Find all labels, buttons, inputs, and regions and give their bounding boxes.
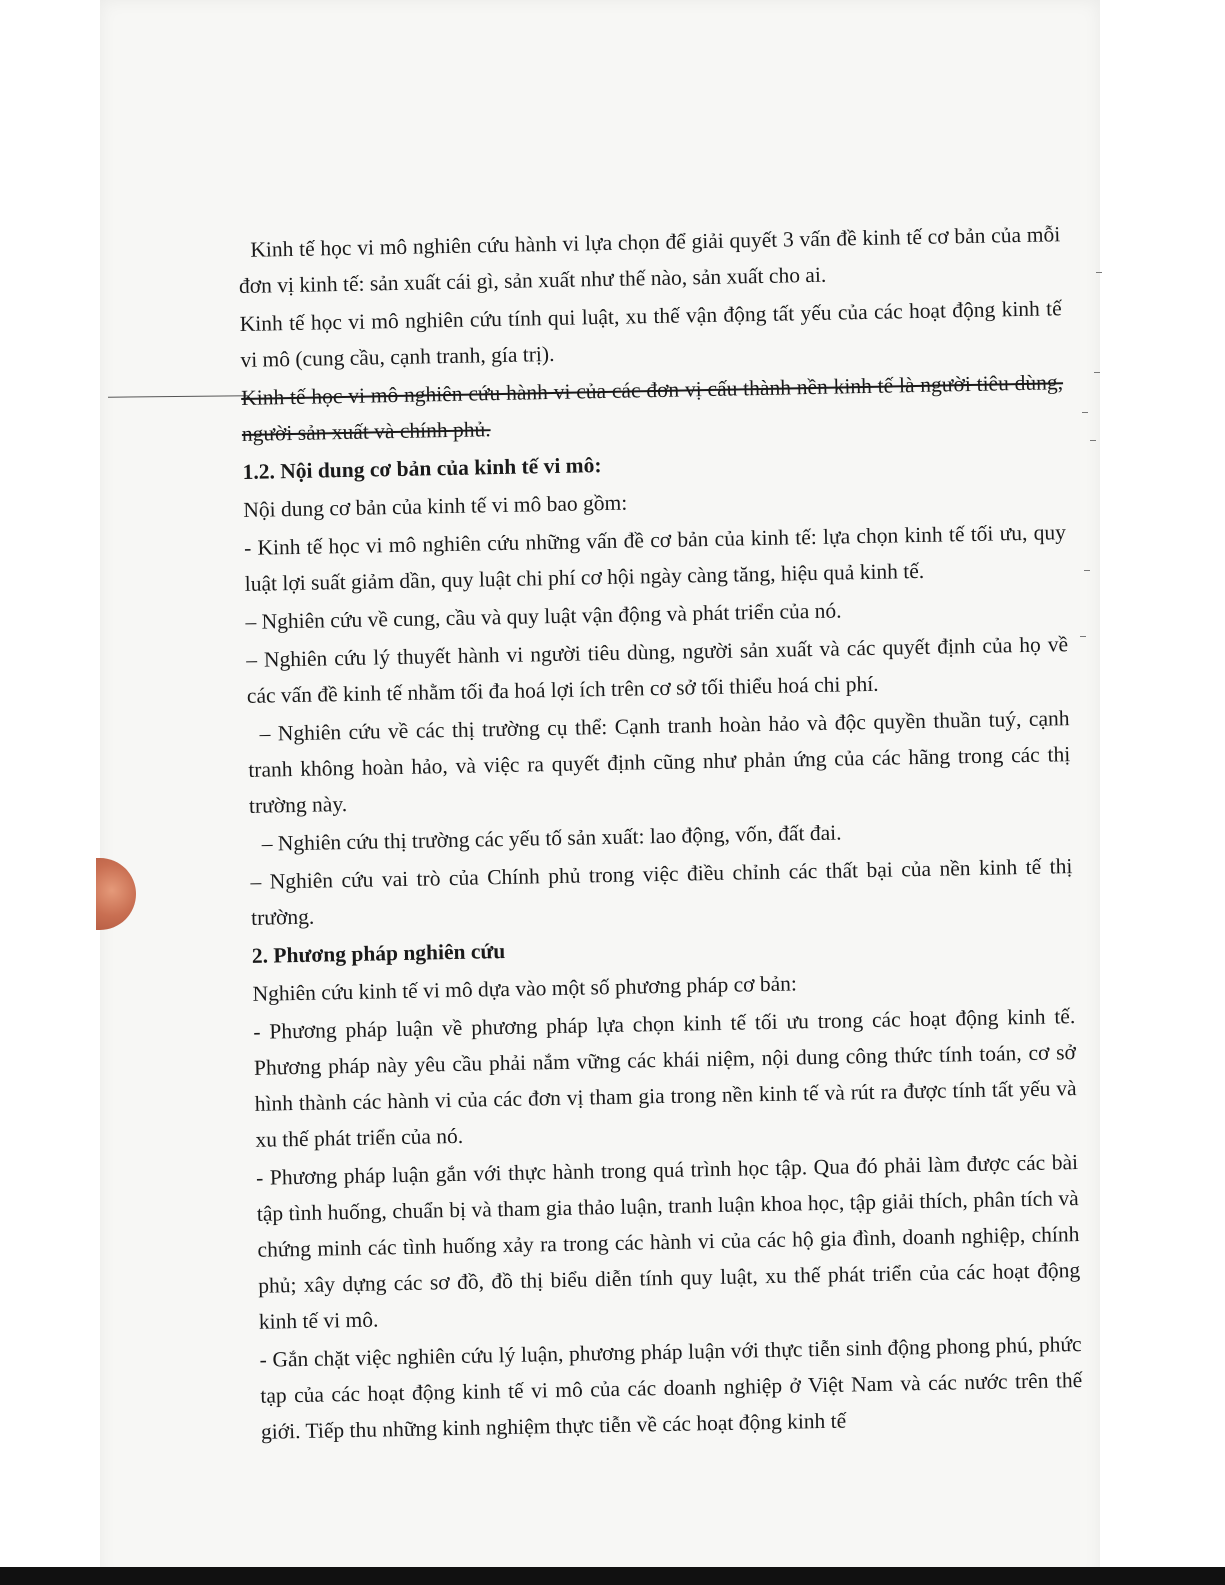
paragraph-intro-3 bbox=[241, 364, 1064, 452]
struck-text: Kinh tế học vi mô nghiên cứu hành vi của các đơn vị cấu thành nền kinh tế là người tiêu dùng, người sản xuất và chính phủ. bbox=[240, 370, 1064, 446]
list-item-basic-issues: - Kinh tế học vi mô nghiên cứu những vấn đề cơ bản của kinh tế: lựa chọn kinh tế tối ưu, quy luật lợi suất giảm dần, quy luật chi phí cơ hội ngày càng tăng, hiệu quả kinh tế. bbox=[243, 520, 1067, 596]
list-item-markets: – Nghiên cứu về các thị trường cụ thể: Cạnh tranh hoàn hảo và độc quyền thuần tuý, cạnh tranh không hoàn hảo, và việc ra quyết định cũng như phản ứng của các hãng trong các thị trường này. bbox=[248, 706, 1071, 818]
document-body bbox=[238, 216, 1083, 1452]
list-item-consumer-theory: – Nghiên cứu lý thuyết hành vi người tiêu dùng, người sản xuất và các quyết định của họ về các vấn đề kinh tế nhằm tối đa hoá lợi ích trên cơ sở tối thiểu hoá chi phí. bbox=[245, 632, 1069, 708]
paragraph-intro-1: Kinh tế học vi mô nghiên cứu hành vi lựa chọn để giải quyết 3 vấn đề kinh tế cơ bản của mỗi đơn vị kinh tế: sản xuất cái gì, sản xuất như thế nào, sản xuất cho ai. bbox=[238, 222, 1061, 298]
list-item-method-3: - Gắn chặt việc nghiên cứu lý luận, phương pháp luận với thực tiễn sinh động phong phú, phức tạp của các hoạt động kinh tế vi mô của các doanh nghiệp ở Việt Nam và các nước trên thế giới. Tiếp thu những kinh nghiệm thực tiễn về các hoạt động kinh tế bbox=[259, 1332, 1083, 1444]
margin-mark bbox=[1096, 272, 1102, 273]
list-item-method-1: - Phương pháp luận về phương pháp lựa chọn kinh tế tối ưu trong các hoạt động kinh tế. Phương pháp này yêu cầu phải nắm vững các khái niệm, nội dung công thức tính toán, cơ sở hình thành các hành vi của các đơn vị tham gia trong nền kinh tế và rút ra được tính tất yếu và xu thế phát triển của nó. bbox=[253, 1004, 1077, 1152]
section-heading-2: 2. Phương pháp nghiên cứu bbox=[251, 939, 506, 968]
list-item-supply-demand: – Nghiên cứu về cung, cầu và quy luật vận động và phát triển của nó. bbox=[245, 598, 842, 634]
margin-mark bbox=[1090, 440, 1096, 441]
paragraph-intro-2: Kinh tế học vi mô nghiên cứu tính qui luật, xu thế vận động tất yếu của các hoạt động kinh tế vi mô (cung cầu, cạnh tranh, gía trị). bbox=[239, 296, 1062, 372]
list-item-government-role: – Nghiên cứu vai trò của Chính phủ trong việc điều chỉnh các thất bại của nền kinh tế thị trường. bbox=[250, 854, 1073, 930]
paragraph-methods-intro: Nghiên cứu kinh tế vi mô dựa vào một số phương pháp cơ bản: bbox=[252, 971, 798, 1006]
list-item-method-2: - Phương pháp luận gắn với thực hành trong quá trình học tập. Qua đó phải làm được các bài tập tình huống, chuẩn bị và tham gia thảo luận, tranh luận khoa học, tập giải thích, phân tích và chứng minh các tình huống xảy ra trong các hành vi của các hộ gia đình, doanh nghiệp, chính phủ; xây dựng các sơ đồ, đồ thị biểu diễn tính quy luật, xu thế phát triển của các hoạt động kinh tế vi mô. bbox=[255, 1150, 1081, 1334]
margin-mark bbox=[1084, 570, 1090, 571]
margin-mark bbox=[1094, 372, 1100, 373]
section-heading-1-2: 1.2. Nội dung cơ bản của kinh tế vi mô: bbox=[242, 453, 602, 484]
paragraph-content-intro: Nội dung cơ bản của kinh tế vi mô bao gồm: bbox=[243, 490, 628, 522]
margin-mark bbox=[1080, 636, 1086, 637]
margin-mark bbox=[1082, 412, 1088, 413]
scanner-bottom-edge bbox=[0, 1567, 1225, 1585]
list-item-factor-markets: – Nghiên cứu thị trường các yếu tố sản xuất: lao động, vốn, đất đai. bbox=[261, 820, 842, 856]
